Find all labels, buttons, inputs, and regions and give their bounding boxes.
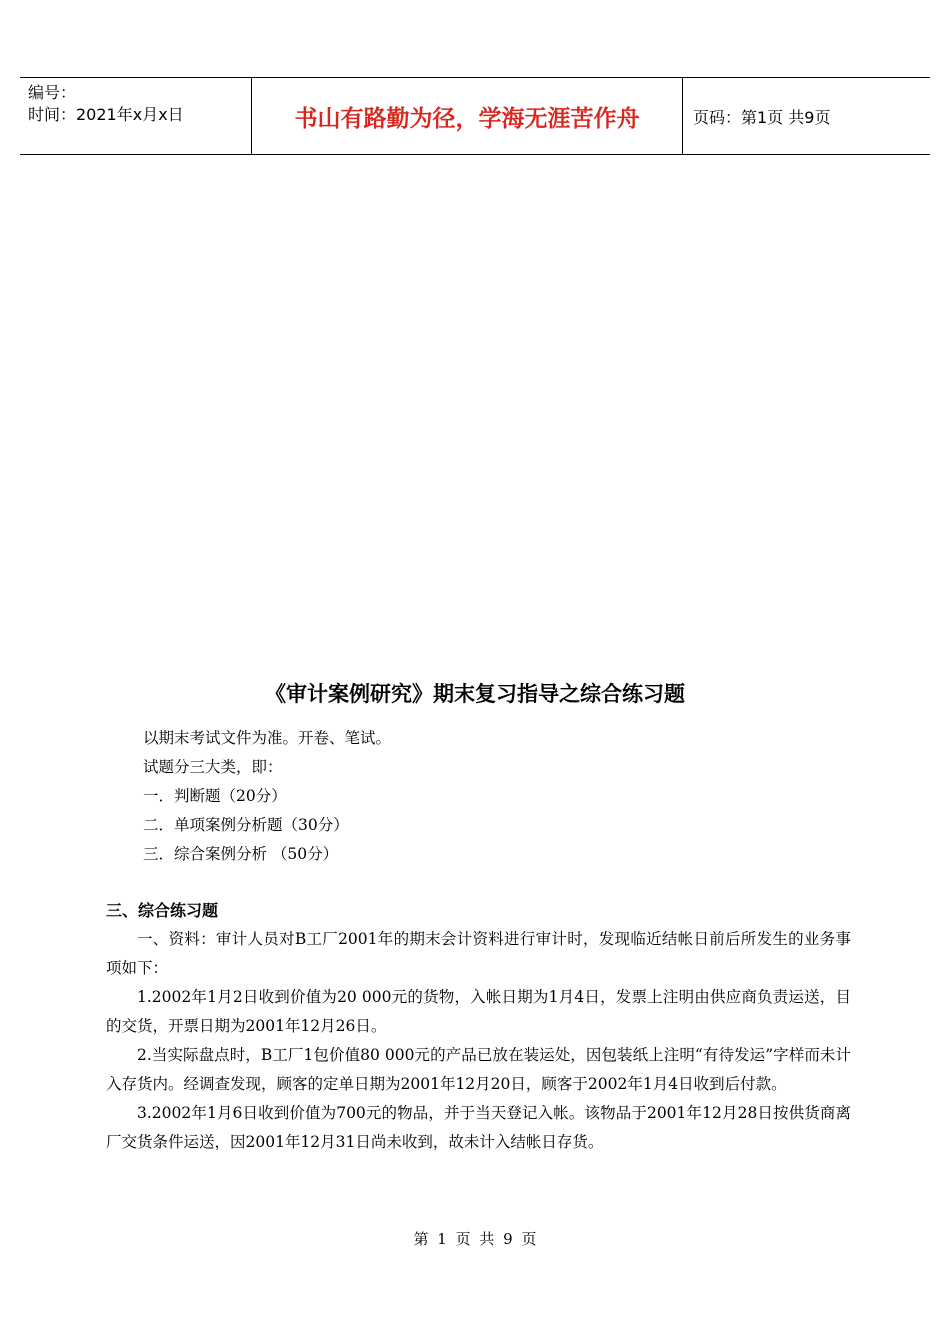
header-page-info: 页码：第1页 共9页 <box>693 107 831 127</box>
header-motto: 书山有路勤为径，学海无涯苦作舟 <box>252 78 683 154</box>
section-heading: 三、综合练习题 <box>106 901 219 920</box>
exercise-section <box>106 896 851 1157</box>
intro-line: 二．单项案例分析题（30分） <box>143 816 349 834</box>
paragraph: 3.2002年1月6日收到价值为700元的物品，并于当天登记入帐。该物品于2001年12月28日按供货商离厂交货条件运送，因2001年12月31日尚未收到，故未计入结帐日存货。 <box>106 1104 851 1151</box>
paragraph: 2.当实际盘点时，B工厂1包价值80 000元的产品已放在装运处，因包装纸上注明“有待发运”字样而未计入存货内。经调查发现，顾客的定单日期为2001年12月20日，顾客于2002年1月4日收到后付款。 <box>106 1046 851 1093</box>
intro-line: 一．判断题（20分） <box>143 787 287 805</box>
header-meta <box>20 78 252 154</box>
document-title: 《审计案例研究》期末复习指导之综合练习题 <box>265 682 685 706</box>
paragraph: 1.2002年1月2日收到价值为20 000元的货物，入帐日期为1月4日，发票上注明由供应商负责运送，目的交货，开票日期为2001年12月26日。 <box>106 988 851 1035</box>
intro-line: 三．综合案例分析 （50分） <box>143 845 339 863</box>
intro-line: 以期末考试文件为准。开卷、笔试。 <box>143 729 392 747</box>
intro-line: 试题分三大类，即： <box>143 758 283 776</box>
serial-number-label: 编号： <box>28 83 77 102</box>
time-label: 时间：2021年x月x日 <box>28 105 184 124</box>
page-footer: 第 1 页 共 9 页 <box>413 1230 537 1248</box>
intro-block <box>143 724 843 869</box>
page-header <box>20 77 930 155</box>
paragraph: 一、资料：审计人员对B工厂2001年的期末会计资料进行审计时，发现临近结帐日前后所发生的业务事项如下： <box>106 930 851 977</box>
